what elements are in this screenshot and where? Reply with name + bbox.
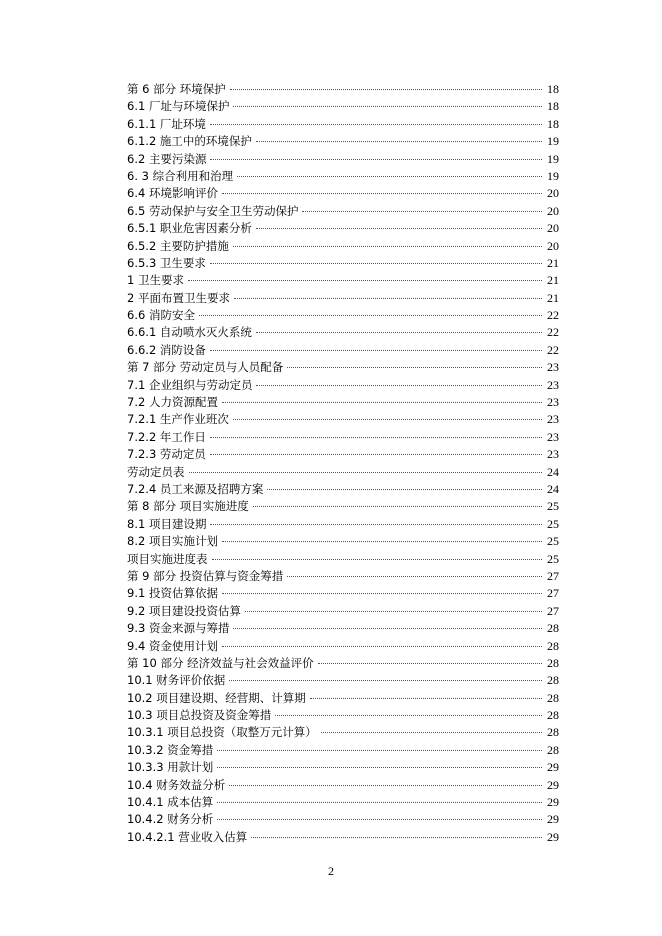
toc-entry[interactable] [127,655,559,672]
toc-dot-leader [212,559,543,560]
toc-entry-page: 28 [547,673,559,688]
toc-entry-page: 23 [547,360,559,375]
toc-dot-leader [222,193,542,194]
toc-dot-leader [188,280,542,281]
toc-entry-page: 28 [547,655,559,670]
toc-dot-leader [210,437,542,438]
toc-dot-leader [234,298,542,299]
toc-entry-page: 28 [547,621,559,636]
toc-entry[interactable] [127,568,559,585]
toc-entry-page: 20 [547,186,559,201]
toc-entry-page: 19 [547,134,559,149]
toc-entry[interactable] [127,116,559,133]
toc-entry[interactable] [127,185,559,202]
toc-entry[interactable] [127,829,559,846]
toc-entry-title: 6.6 消防安全 [127,308,195,323]
toc-entry-title: 9.3 资金来源与筹措 [127,621,230,636]
toc-entry[interactable] [127,777,559,794]
toc-entry-page: 28 [547,725,559,740]
toc-entry[interactable] [127,411,559,428]
toc-dot-leader [256,385,542,386]
toc-entry[interactable] [127,464,559,481]
toc-dot-leader [318,663,542,664]
toc-entry-page: 18 [547,99,559,114]
toc-dot-leader [321,732,542,733]
toc-dot-leader [210,454,542,455]
toc-entry-title: 7.2 人力资源配置 [127,395,218,410]
toc-entry-title: 10.2 项目建设期、经营期、计算期 [127,690,306,705]
toc-dot-leader [233,419,542,420]
toc-entry[interactable] [127,98,559,115]
toc-entry-page: 21 [547,255,559,270]
toc-entry-page: 28 [547,708,559,723]
toc-entry-page: 29 [547,760,559,775]
toc-entry-title: 2 平面布置卫生要求 [127,290,230,305]
toc-dot-leader [222,541,542,542]
toc-dot-leader [199,315,542,316]
toc-dot-leader [210,524,542,525]
toc-dot-leader [217,750,542,751]
toc-entry-title: 7.1 企业组织与劳动定员 [127,377,253,392]
toc-entry[interactable] [127,255,559,272]
toc-entry-page: 27 [547,586,559,601]
toc-entry-title: 第 6 部分 环境保护 [127,82,226,96]
toc-dot-leader [302,211,542,212]
toc-entry[interactable] [127,672,559,689]
toc-entry[interactable] [127,238,559,255]
toc-entry[interactable] [127,603,559,620]
toc-dot-leader [253,506,542,507]
toc-entry[interactable] [127,446,559,463]
toc-entry[interactable] [127,742,559,759]
toc-entry[interactable] [127,168,559,185]
toc-entry-page: 20 [547,221,559,236]
toc-entry[interactable] [127,638,559,655]
toc-entry-title: 6. 3 综合利用和治理 [127,168,234,183]
toc-dot-leader [275,715,542,716]
toc-entry[interactable] [127,481,559,498]
toc-entry-page: 29 [547,777,559,792]
toc-entry-title: 7.2.1 生产作业班次 [127,412,229,427]
toc-entry-page: 24 [547,481,559,496]
toc-dot-leader [256,141,542,142]
toc-entry-page: 27 [547,568,559,583]
toc-entry-title: 8.1 项目建设期 [127,516,207,531]
toc-entry-page: 29 [547,795,559,810]
toc-entry[interactable] [127,585,559,602]
toc-entry-title: 10.4.2.1 营业收入估算 [127,829,248,844]
toc-entry-title: 6.1.1 厂址环境 [127,116,206,131]
toc-entry-page: 28 [547,638,559,653]
toc-entry-page: 20 [547,203,559,218]
toc-entry-title: 6.5 劳动保护与安全卫生劳动保护 [127,203,299,218]
toc-entry-page: 23 [547,429,559,444]
table-of-contents [127,81,559,846]
toc-entry-title: 10.3 项目总投资及资金筹措 [127,708,272,723]
toc-entry[interactable] [127,620,559,637]
toc-dot-leader [256,332,542,333]
toc-entry[interactable] [127,377,559,394]
toc-dot-leader [217,802,542,803]
toc-entry[interactable] [127,759,559,776]
toc-entry-title: 劳动定员表 [127,464,185,479]
toc-entry-page: 29 [547,829,559,844]
toc-entry-page: 23 [547,377,559,392]
toc-entry[interactable] [127,707,559,724]
toc-entry[interactable] [127,133,559,150]
toc-entry-title: 10.3.3 用款计划 [127,760,214,775]
toc-entry-page: 28 [547,742,559,757]
toc-entry[interactable] [127,290,559,307]
toc-entry[interactable] [127,794,559,811]
toc-entry-page: 22 [547,325,559,340]
toc-entry-page: 25 [547,534,559,549]
toc-entry[interactable] [127,533,559,550]
toc-entry[interactable] [127,498,559,515]
toc-entry[interactable] [127,151,559,168]
toc-entry-title: 第 9 部分 投资估算与资金筹措 [127,568,284,583]
toc-dot-leader [217,767,542,768]
toc-entry[interactable] [127,359,559,376]
toc-entry-page: 25 [547,516,559,531]
toc-dot-leader [310,698,542,699]
toc-dot-leader [222,646,542,647]
toc-entry-title: 6.1.2 施工中的环境保护 [127,134,252,149]
toc-dot-leader [210,263,542,264]
toc-dot-leader [230,89,542,90]
toc-dot-leader [210,124,542,125]
toc-entry-title: 10.1 财务评价依据 [127,673,226,688]
toc-entry-page: 24 [547,464,559,479]
toc-entry[interactable] [127,81,559,98]
toc-entry-page: 18 [547,82,559,96]
toc-entry-page: 21 [547,290,559,305]
toc-entry-title: 6.5.2 主要防护措施 [127,238,229,253]
toc-dot-leader [217,819,542,820]
toc-entry-title: 10.3.1 项目总投资（取整万元计算） [127,725,317,740]
toc-entry[interactable] [127,516,559,533]
toc-entry-title: 第 8 部分 项目实施进度 [127,499,249,514]
toc-entry-page: 23 [547,447,559,462]
toc-entry[interactable] [127,220,559,237]
toc-entry-page: 22 [547,308,559,323]
toc-entry-title: 9.4 资金使用计划 [127,638,218,653]
toc-entry-page: 28 [547,690,559,705]
toc-entry-title: 9.1 投资估算依据 [127,586,218,601]
toc-entry[interactable] [127,811,559,828]
toc-entry[interactable] [127,203,559,220]
toc-entry-page: 21 [547,273,559,288]
toc-entry[interactable] [127,342,559,359]
toc-dot-leader [287,367,542,368]
toc-entry[interactable] [127,724,559,741]
toc-entry-page: 25 [547,499,559,514]
toc-entry-title: 6.5.1 职业危害因素分析 [127,221,252,236]
toc-entry-title: 6.5.3 卫生要求 [127,255,206,270]
toc-dot-leader [287,576,542,577]
toc-entry-page: 29 [547,812,559,827]
toc-entry[interactable] [127,324,559,341]
toc-entry-page: 19 [547,168,559,183]
toc-entry-title: 第 7 部分 劳动定员与人员配备 [127,360,284,375]
toc-entry-title: 6.4 环境影响评价 [127,186,218,201]
toc-dot-leader [189,472,543,473]
toc-entry-page: 18 [547,116,559,131]
toc-entry[interactable] [127,690,559,707]
toc-entry-page: 23 [547,395,559,410]
toc-entry-page: 27 [547,603,559,618]
toc-entry-title: 1 卫生要求 [127,273,184,288]
toc-dot-leader [267,489,542,490]
toc-entry[interactable] [127,394,559,411]
toc-dot-leader [229,785,542,786]
toc-dot-leader [210,159,542,160]
toc-entry-title: 7.2.2 年工作日 [127,429,206,444]
toc-entry-title: 第 10 部分 经济效益与社会效益评价 [127,655,314,670]
toc-dot-leader [233,106,542,107]
toc-dot-leader [256,228,542,229]
toc-entry-title: 6.6.2 消防设备 [127,342,206,357]
toc-dot-leader [245,611,542,612]
toc-dot-leader [210,350,542,351]
toc-entry-title: 7.2.4 员工来源及招聘方案 [127,481,264,496]
toc-entry-title: 10.4.2 财务分析 [127,812,214,827]
toc-entry[interactable] [127,307,559,324]
toc-entry[interactable] [127,429,559,446]
toc-entry-title: 7.2.3 劳动定员 [127,447,206,462]
toc-entry-title: 项目实施进度表 [127,551,208,566]
toc-entry-title: 6.2 主要污染源 [127,151,207,166]
toc-dot-leader [233,246,542,247]
toc-dot-leader [233,628,542,629]
toc-dot-leader [222,593,542,594]
toc-entry[interactable] [127,272,559,289]
toc-dot-leader [222,402,542,403]
toc-dot-leader [237,176,542,177]
page-number: 2 [328,864,334,878]
toc-entry-title: 10.4 财务效益分析 [127,777,226,792]
toc-entry-page: 23 [547,412,559,427]
toc-dot-leader [229,680,542,681]
toc-entry-title: 6.6.1 自动喷水灭火系统 [127,325,252,340]
toc-entry-page: 19 [547,151,559,166]
toc-entry-title: 9.2 项目建设投资估算 [127,603,241,618]
toc-entry-title: 6.1 厂址与环境保护 [127,99,230,114]
toc-entry-title: 8.2 项目实施计划 [127,534,218,549]
toc-entry-title: 10.3.2 资金筹措 [127,742,214,757]
toc-entry-page: 22 [547,342,559,357]
toc-entry-title: 10.4.1 成本估算 [127,795,214,810]
toc-dot-leader [251,837,542,838]
toc-entry-page: 25 [547,551,559,566]
toc-entry[interactable] [127,551,559,568]
toc-entry-page: 20 [547,238,559,253]
